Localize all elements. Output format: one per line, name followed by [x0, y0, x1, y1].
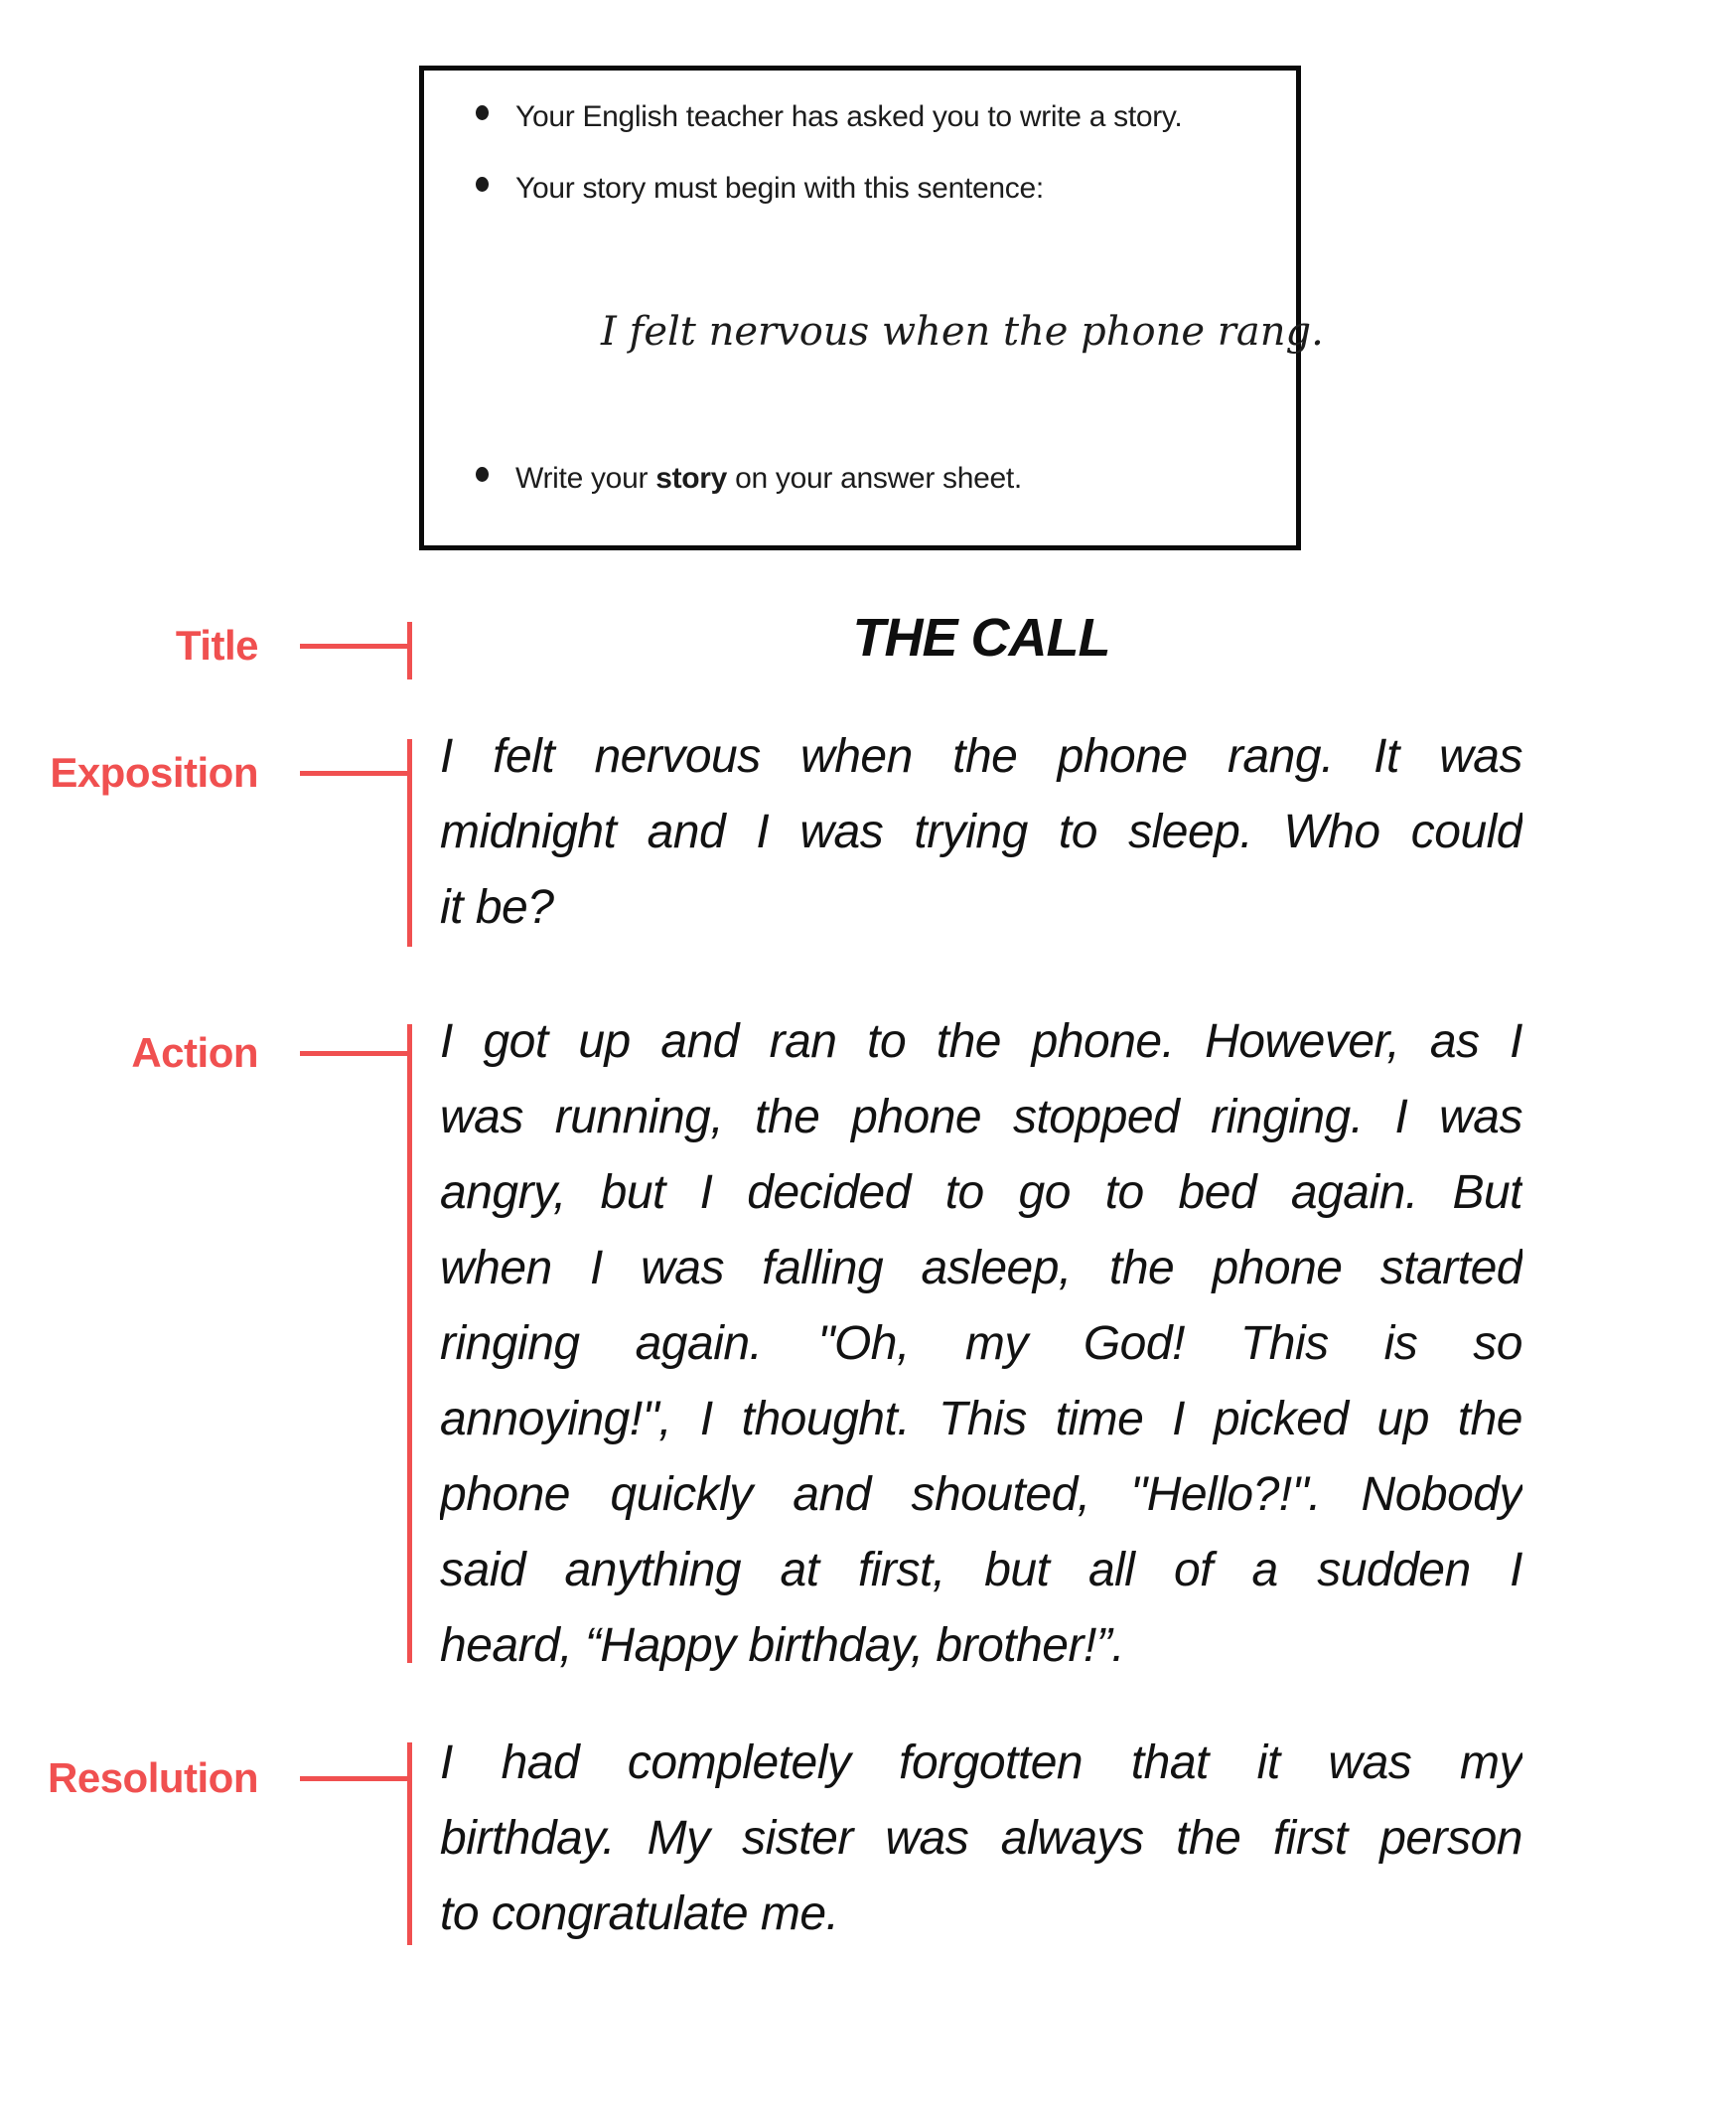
prompt-bullet-3-before: Write your: [515, 462, 656, 495]
connector-line-action: [300, 1051, 409, 1056]
connector-bracket-resolution: [407, 1742, 412, 1945]
prompt-bullet-1-text: Your English teacher has asked you to write a story.: [515, 100, 1183, 133]
connector-bracket-title: [407, 622, 412, 679]
story-line: heard, “Happy birthday, brother!”.: [440, 1619, 1125, 1672]
opening-sentence-quote: I felt nervous when the phone rang.: [601, 309, 1324, 355]
connector-line-exposition: [300, 771, 409, 776]
bullet-icon: [476, 467, 489, 482]
connector-line-resolution: [300, 1776, 409, 1781]
story-line: ringing again. "Oh, my God! This is so: [440, 1317, 1522, 1370]
story-line: I got up and ran to the phone. However, as I: [440, 1015, 1522, 1068]
story-line: it be?: [440, 881, 554, 934]
connector-bracket-exposition: [407, 739, 412, 947]
action-paragraph: [440, 1004, 1522, 1684]
annotation-label-exposition: Exposition: [50, 749, 258, 796]
story-line: phone quickly and shouted, "Hello?!". Nobody: [440, 1468, 1522, 1521]
bullet-icon: [476, 177, 489, 192]
resolution-paragraph: [440, 1726, 1522, 1952]
prompt-bullet-2-text: Your story must begin with this sentence:: [515, 172, 1044, 205]
prompt-bullet-3-after: on your answer sheet.: [727, 462, 1022, 495]
connector-bracket-action: [407, 1024, 412, 1663]
story-line: to congratulate me.: [440, 1887, 839, 1940]
story-line: said anything at first, but all of a sudden I: [440, 1544, 1522, 1596]
annotation-label-resolution: Resolution: [48, 1754, 258, 1801]
story-line: I felt nervous when the phone rang. It was: [440, 730, 1522, 783]
story-line: birthday. My sister was always the first person: [440, 1812, 1522, 1865]
story-title: THE CALL: [852, 608, 1110, 668]
prompt-bullet-3-bold: story: [655, 462, 728, 495]
story-line: midnight and I was trying to sleep. Who could: [440, 806, 1522, 858]
exam-prompt-box: [419, 66, 1324, 550]
prompt-bullet-3-text: [515, 460, 1022, 498]
exposition-paragraph: [440, 719, 1522, 946]
annotation-label-action: Action: [131, 1029, 258, 1076]
story-line: was running, the phone stopped ringing. I was: [440, 1091, 1522, 1143]
story-line: when I was falling asleep, the phone started: [440, 1242, 1522, 1294]
story-line: angry, but I decided to go to bed again. But: [440, 1166, 1522, 1219]
connector-line-title: [300, 644, 409, 649]
story-line: annoying!", I thought. This time I picked up the: [440, 1393, 1522, 1445]
annotation-label-title: Title: [175, 622, 258, 669]
bullet-icon: [476, 105, 489, 120]
story-line: I had completely forgotten that it was my: [440, 1736, 1522, 1789]
